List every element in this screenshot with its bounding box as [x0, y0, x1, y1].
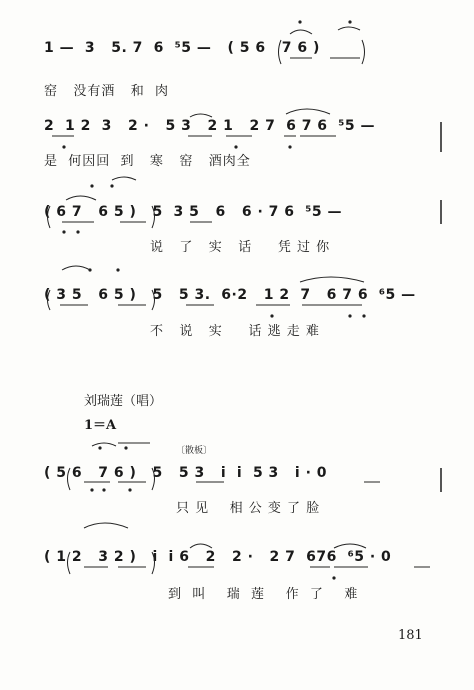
- slur-mark: [286, 109, 330, 114]
- lyrics-line: 是 何因回 到 寒 窑 酒肉全: [44, 154, 251, 169]
- bracket-mark: [68, 552, 71, 574]
- slur-mark: [190, 114, 212, 117]
- slur-mark: [334, 544, 366, 548]
- lyrics-line: 说 了 实 话 凭 过 你: [150, 240, 331, 255]
- notation-line: ( 5 6 7 6 ) 5 5 3 i i 5 3 ⅰ · 0: [44, 465, 328, 481]
- slur-mark: [300, 277, 364, 282]
- bracket-mark: [152, 468, 155, 490]
- lyrics-line: 窑 没有酒 和 肉: [44, 84, 170, 99]
- notation-line: ( 1 2 3 2 ) i i 6 2 2 · 2 7 676 ⁶5 · 0: [44, 549, 392, 565]
- page-number: 181: [398, 628, 423, 643]
- key-signature: 1＝A: [84, 418, 117, 433]
- bracket-mark: [68, 468, 71, 490]
- notation-line: ( 3 5 6 5 ) 5 5 3. 6·2 1 2 7 6 7 6 ⁶5 —: [44, 287, 416, 303]
- page-edge-mark: [440, 468, 442, 492]
- slur-mark: [190, 544, 212, 548]
- slur-mark: [338, 27, 360, 30]
- notation-line: 1 — 3 5. 7 6 ⁵5 — ( 5 6 7 6 ): [44, 40, 320, 56]
- lyrics-line: 只 见 相 公 变 了 脸: [176, 501, 321, 516]
- notation-line: 2 1 2 3 2 · 5 3 2 1 2 7 6 7 6 ⁵5 —: [44, 118, 376, 134]
- bracket-mark: [152, 552, 155, 574]
- section-heading: 刘瑞莲（唱）: [84, 394, 163, 409]
- slur-mark: [112, 177, 136, 180]
- slur-mark: [290, 30, 312, 34]
- bracket-mark: [152, 206, 155, 228]
- bracket-mark: [279, 40, 282, 64]
- bracket-mark: [152, 290, 155, 310]
- bracket-mark: [362, 40, 365, 64]
- lyrics-line: 不 说 实 话 逃 走 难: [150, 324, 320, 339]
- bracket-mark: [48, 206, 51, 228]
- notation-line: ( 6 7 6 5 ) 5 3 5 6 6 · 7 6 ⁵5 —: [44, 204, 342, 220]
- lyrics-line: 到 叫 瑞 莲 作 了 难: [168, 587, 359, 602]
- slur-mark: [66, 196, 96, 200]
- slur-mark: [92, 443, 116, 446]
- page-edge-mark: [440, 122, 442, 152]
- slur-mark: [84, 523, 128, 528]
- page-edge-mark: [440, 200, 442, 224]
- tempo-marking: 〔散板〕: [176, 446, 213, 456]
- slur-mark: [62, 266, 90, 270]
- bracket-mark: [48, 290, 51, 310]
